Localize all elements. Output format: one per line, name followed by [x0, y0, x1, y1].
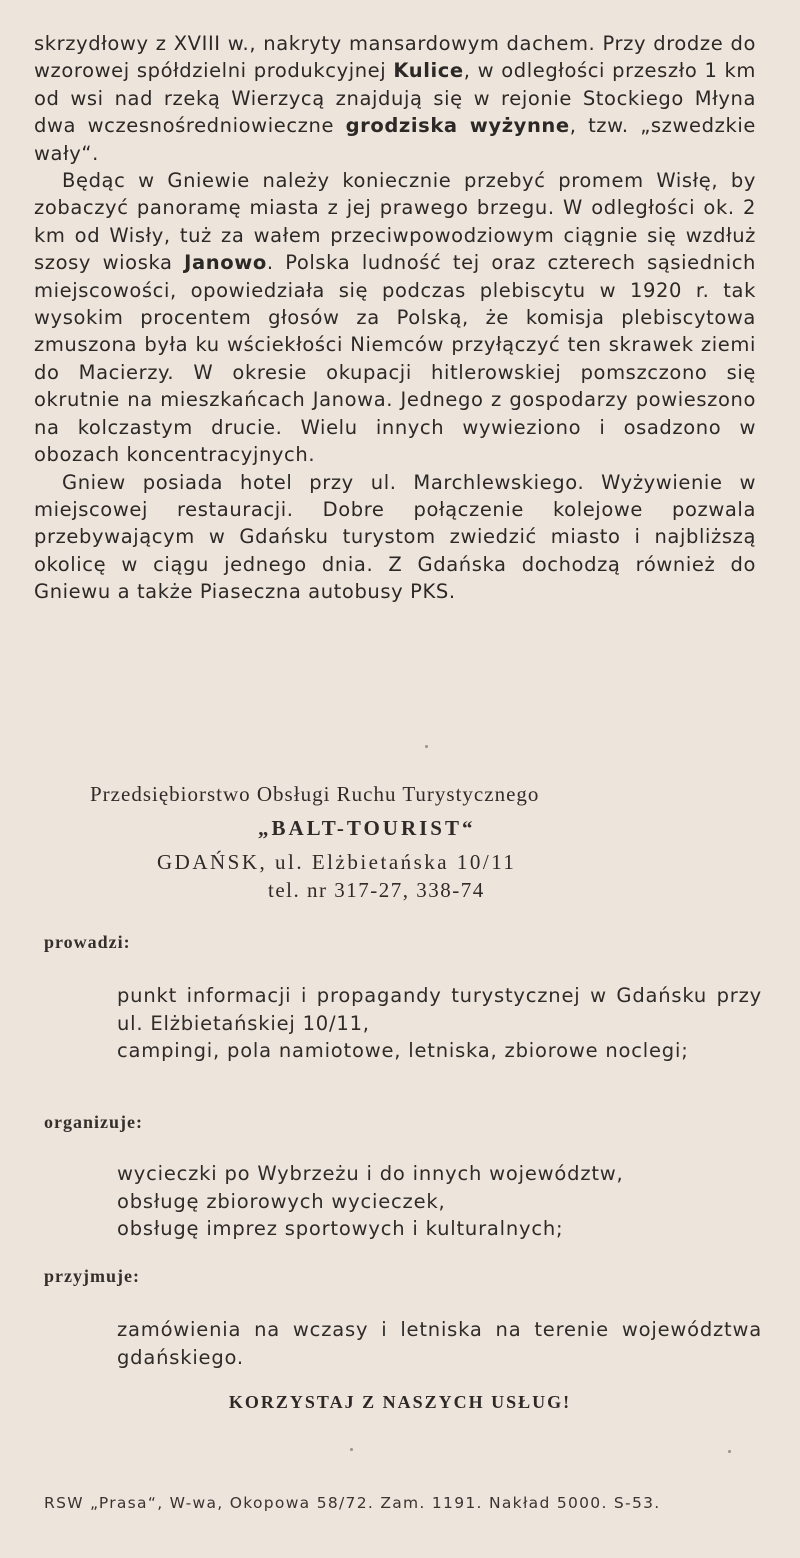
- list-item: obsługę zbiorowych wycieczek,: [117, 1189, 446, 1213]
- text-run: skrzydłowy z XVIII w., nakryty mansardowym dachem. Przy drodze do wzorowej spółdzielni produkcyjnej: [34, 32, 756, 83]
- section-label-przyjmuje: przyjmuje:: [44, 1266, 140, 1286]
- slogan: KORZYSTAJ Z NASZYCH USŁUG!: [228, 1392, 572, 1412]
- text-run: . Polska ludność tej oraz czterech sąsiednich miejscowości, opowiedziała się podczas plebiscytu w 1920 r. tak wysokim procentem głosów za Polską, że komisja plebiscytowa zmuszona była ku wściekłości Niemców przyłączyć ten skrawek ziemi do Macierzy. W okresie okupacji hitlerowskiej pomszczono się okrutnie na mieszkańcach Janowa. Jednego z gospodarzy powieszono na kolczastym drucie. Wielu innych wywieziono i osadzono w obozach koncentracyjnych.: [34, 251, 757, 467]
- list-item: zamówienia na wczasy i letniska na terenie województwa gdańskiego.: [117, 1318, 762, 1369]
- term-grodziska: grodziska wyżynne: [345, 114, 570, 138]
- list-item: wycieczki po Wybrzeżu i do innych województw,: [117, 1162, 624, 1185]
- list-item: punkt informacji i propagandy turystycznej w Gdańsku przy ul. Elżbietańskiej 10/11,: [117, 984, 762, 1035]
- print-speck: [350, 1448, 353, 1451]
- list-item: obsługę imprez sportowych i kulturalnych;: [117, 1217, 564, 1240]
- print-speck: [425, 745, 428, 748]
- paragraph-janowo: [34, 167, 756, 468]
- company-type: Przedsiębiorstwo Obsługi Ruchu Turystycznego: [90, 782, 540, 806]
- company-phone: tel. nr 317-27, 338-74: [268, 878, 485, 902]
- text-run: Gniew posiada hotel przy ul. Marchlewskiego. Wyżywienie w miejscowej restauracji. Dobre połączenie kolejowe pozwala przebywającym w Gdańsku turystom zwiedzić miasto i najbliższą okolicę w ciągu jednego dnia. Z Gdańska dochodzą również do Gniewu a także Piaseczna autobusy PKS.: [34, 470, 756, 604]
- paragraph-gniew: [34, 469, 756, 606]
- printer-imprint: RSW „Prasa“, W-wa, Okopowa 58/72. Zam. 1191. Nakład 5000. S-53.: [44, 1494, 661, 1512]
- section-list-przyjmuje: [117, 1316, 762, 1371]
- text-run: , w odległości przeszło 1 km od wsi nad rzeką Wierzycą znajdują się w rejonie Stockiego Młyna dwa wczesnośredniowieczne: [34, 59, 757, 138]
- paragraph-kulice: [34, 30, 756, 167]
- text-run: , tzw. „szwedzkie wały“.: [34, 114, 756, 165]
- company-address: GDAŃSK, ul. Elżbietańska 10/11: [157, 850, 517, 874]
- place-name-kulice: Kulice: [393, 59, 464, 83]
- place-name-janowo: Janowo: [184, 251, 267, 275]
- section-label-prowadzi: prowadzi:: [44, 932, 131, 952]
- list-item: campingi, pola namiotowe, letniska, zbiorowe noclegi;: [117, 1039, 689, 1062]
- text-run: Będąc w Gniewie należy koniecznie przebyć promem Wisłę, by zobaczyć panoramę miasta z jej prawego brzegu. W odległości ok. 2 km od Wisły, tuż za wałem przeciwpowodziowym ciągnie się wzdłuż szosy wioska: [34, 169, 756, 275]
- section-list-organizuje: [117, 1160, 762, 1243]
- section-list-prowadzi: [117, 982, 762, 1065]
- section-label-organizuje: organizuje:: [44, 1112, 143, 1132]
- company-name: „BALT-TOURIST“: [258, 816, 476, 840]
- body-text: [34, 30, 756, 606]
- print-speck: [728, 1450, 731, 1453]
